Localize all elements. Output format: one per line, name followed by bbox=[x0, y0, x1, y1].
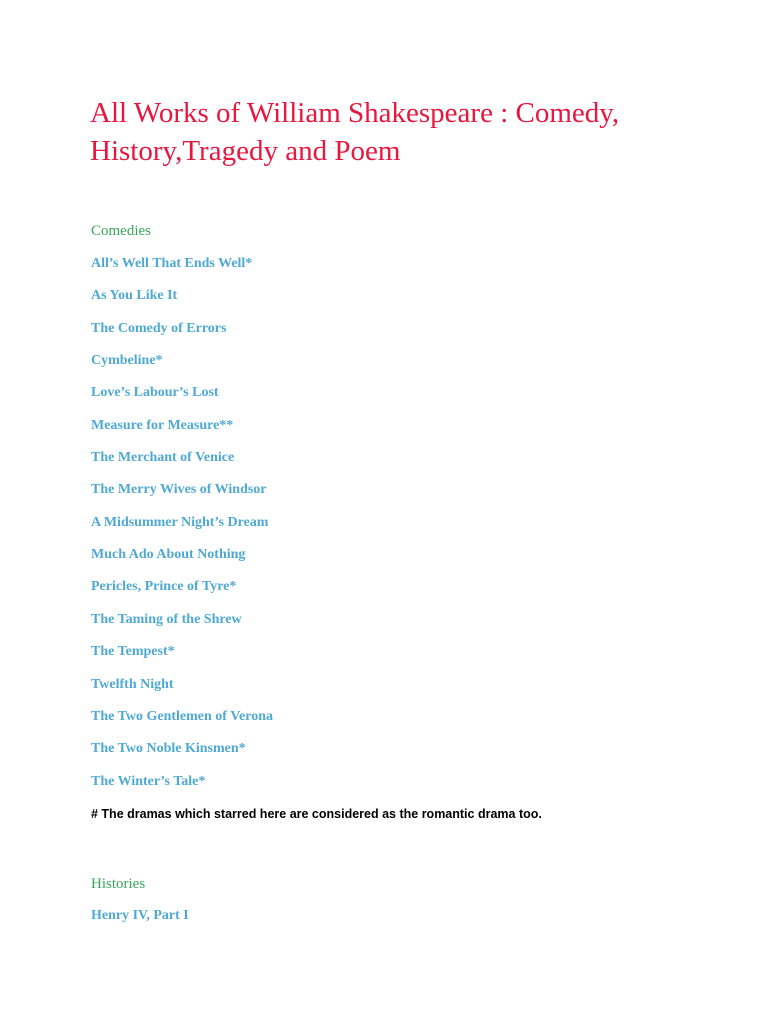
list-item: A Midsummer Night’s Dream bbox=[91, 515, 269, 530]
section-heading-histories: Histories bbox=[91, 876, 146, 892]
list-item: Measure for Measure** bbox=[91, 418, 234, 433]
list-item: The Merry Wives of Windsor bbox=[91, 482, 267, 497]
list-item: Pericles, Prince of Tyre* bbox=[91, 579, 237, 594]
list-item: The Two Gentlemen of Verona bbox=[91, 709, 274, 724]
list-item: Henry IV, Part I bbox=[91, 908, 189, 923]
list-item: The Merchant of Venice bbox=[91, 450, 235, 465]
list-item: Cymbeline* bbox=[91, 353, 163, 368]
list-item: As You Like It bbox=[91, 288, 178, 303]
list-item: The Winter’s Tale* bbox=[91, 774, 206, 789]
romantic-drama-note: # The dramas which starred here are considered as the romantic drama too. bbox=[91, 807, 542, 821]
list-item: All’s Well That Ends Well* bbox=[91, 256, 253, 271]
list-item: Much Ado About Nothing bbox=[91, 547, 246, 562]
list-item: Twelfth Night bbox=[91, 677, 174, 692]
section-heading-comedies: Comedies bbox=[91, 223, 151, 239]
document-title: All Works of William Shakespeare : Comedy, History,Tragedy and Poem bbox=[90, 97, 620, 167]
list-item: The Comedy of Errors bbox=[91, 321, 227, 336]
list-item: The Tempest* bbox=[91, 644, 175, 659]
list-item: The Taming of the Shrew bbox=[91, 612, 242, 627]
list-item: Love’s Labour’s Lost bbox=[91, 385, 219, 400]
list-item: The Two Noble Kinsmen* bbox=[91, 741, 246, 756]
